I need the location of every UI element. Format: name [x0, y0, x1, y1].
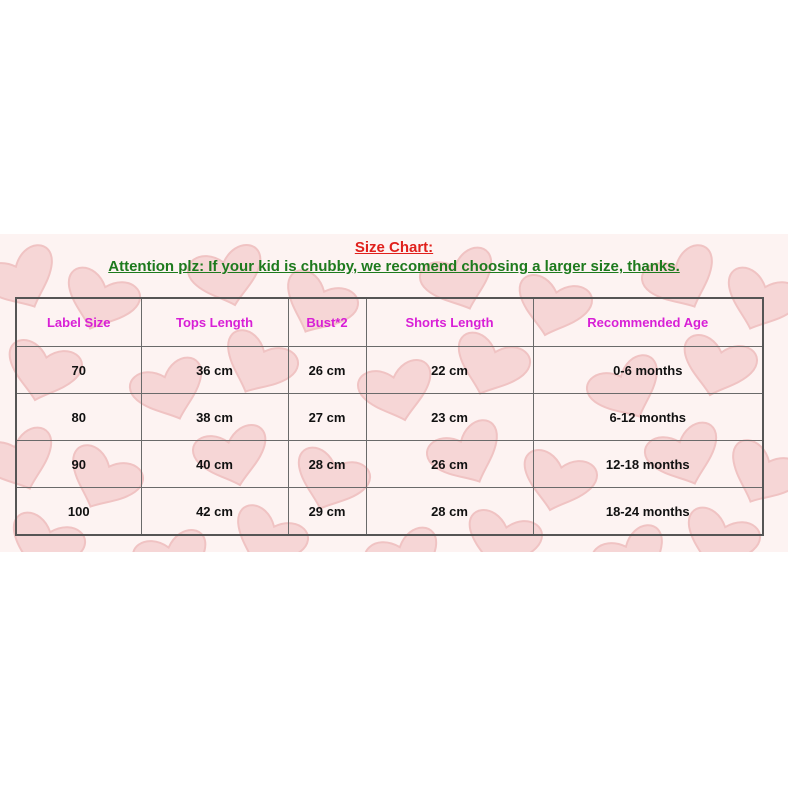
column-header-bust: Bust*2	[288, 298, 366, 347]
table-cell: 29 cm	[288, 488, 366, 536]
chubby-kid-notice: Attention plz: If your kid is chubby, we recomend choosing a larger size, thanks.	[108, 258, 680, 275]
column-header-tops-length: Tops Length	[141, 298, 288, 347]
table-cell: 90	[16, 441, 141, 488]
table-cell: 22 cm	[366, 347, 533, 394]
column-header-recommended-age: Recommended Age	[533, 298, 763, 347]
table-cell: 38 cm	[141, 394, 288, 441]
table-row	[16, 394, 763, 441]
table-cell: 26 cm	[288, 347, 366, 394]
table-cell: 0-6 months	[533, 347, 763, 394]
table-header-row	[16, 298, 763, 347]
table-cell: 23 cm	[366, 394, 533, 441]
table-row	[16, 347, 763, 394]
table-cell: 27 cm	[288, 394, 366, 441]
table-row	[16, 441, 763, 488]
table-cell: 6-12 months	[533, 394, 763, 441]
table-cell: 80	[16, 394, 141, 441]
table-cell: 28 cm	[366, 488, 533, 536]
column-header-shorts-length: Shorts Length	[366, 298, 533, 347]
table-cell: 26 cm	[366, 441, 533, 488]
size-table	[15, 297, 764, 536]
chart-heading	[0, 238, 788, 276]
column-header-label-size: Label Size	[16, 298, 141, 347]
table-cell: 70	[16, 347, 141, 394]
table-cell: 36 cm	[141, 347, 288, 394]
table-cell: 18-24 months	[533, 488, 763, 536]
table-cell: 42 cm	[141, 488, 288, 536]
table-cell: 12-18 months	[533, 441, 763, 488]
table-row	[16, 488, 763, 536]
size-chart-title: Size Chart:	[354, 239, 434, 256]
table-cell: 40 cm	[141, 441, 288, 488]
table-cell: 100	[16, 488, 141, 536]
table-cell: 28 cm	[288, 441, 366, 488]
